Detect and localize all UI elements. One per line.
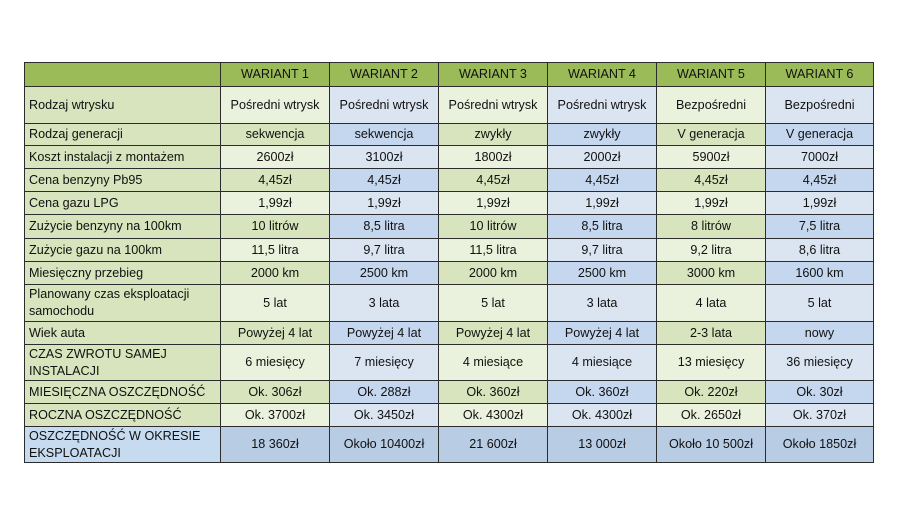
table-cell-wariant-1: Ok. 3700zł	[221, 404, 330, 427]
table-cell-wariant-6: 7,5 litra	[766, 215, 874, 239]
table-cell-wariant-6: Około 1850zł	[766, 427, 874, 463]
table-cell-wariant-1: Powyżej 4 lat	[221, 322, 330, 345]
table-cell-wariant-3: 4 miesiące	[439, 345, 548, 381]
table-cell-wariant-6: Bezpośredni	[766, 87, 874, 124]
table-cell-wariant-2: 2500 km	[330, 262, 439, 285]
header-wariant-1: WARIANT 1	[221, 63, 330, 87]
table-cell-wariant-6: 1600 km	[766, 262, 874, 285]
row-label: Rodzaj generacji	[25, 124, 221, 146]
table-cell-wariant-6: 7000zł	[766, 146, 874, 169]
row-label: ROCZNA OSZCZĘDNOŚĆ	[25, 404, 221, 427]
table-row	[25, 381, 874, 404]
table-cell-wariant-5: 2-3 lata	[657, 322, 766, 345]
table-cell-wariant-2: 8,5 litra	[330, 215, 439, 239]
row-label: Miesięczny przebieg	[25, 262, 221, 285]
table-cell-wariant-5: 5900zł	[657, 146, 766, 169]
row-label: Cena gazu LPG	[25, 192, 221, 215]
table-cell-wariant-5: V generacja	[657, 124, 766, 146]
row-label: Koszt instalacji z montażem	[25, 146, 221, 169]
table-cell-wariant-6: 1,99zł	[766, 192, 874, 215]
header-wariant-6: WARIANT 6	[766, 63, 874, 87]
row-label: OSZCZĘDNOŚĆ W OKRESIE EKSPLOATACJI	[25, 427, 221, 463]
table-cell-wariant-1: 2600zł	[221, 146, 330, 169]
table-row	[25, 87, 874, 124]
table-row	[25, 262, 874, 285]
table-row	[25, 215, 874, 239]
table-row	[25, 345, 874, 381]
table-cell-wariant-2: Ok. 3450zł	[330, 404, 439, 427]
table-cell-wariant-4: 13 000zł	[548, 427, 657, 463]
header-row	[25, 63, 874, 87]
table-cell-wariant-6: nowy	[766, 322, 874, 345]
table-cell-wariant-1: 18 360zł	[221, 427, 330, 463]
table-cell-wariant-4: Ok. 4300zł	[548, 404, 657, 427]
table-cell-wariant-3: 10 litrów	[439, 215, 548, 239]
table-cell-wariant-1: Pośredni wtrysk	[221, 87, 330, 124]
row-label: Zużycie gazu na 100km	[25, 239, 221, 262]
table-cell-wariant-2: 3100zł	[330, 146, 439, 169]
table-row	[25, 146, 874, 169]
table-cell-wariant-3: zwykły	[439, 124, 548, 146]
table-cell-wariant-2: 4,45zł	[330, 169, 439, 192]
table-cell-wariant-3: 1,99zł	[439, 192, 548, 215]
header-wariant-3: WARIANT 3	[439, 63, 548, 87]
table-cell-wariant-3: Pośredni wtrysk	[439, 87, 548, 124]
table-cell-wariant-4: 4 miesiące	[548, 345, 657, 381]
table-cell-wariant-4: 2000zł	[548, 146, 657, 169]
table-cell-wariant-4: 8,5 litra	[548, 215, 657, 239]
table-cell-wariant-3: Powyżej 4 lat	[439, 322, 548, 345]
table-cell-wariant-6: 5 lat	[766, 285, 874, 322]
row-label: Wiek auta	[25, 322, 221, 345]
table-cell-wariant-6: Ok. 30zł	[766, 381, 874, 404]
table-cell-wariant-4: Ok. 360zł	[548, 381, 657, 404]
table-row	[25, 427, 874, 463]
table-cell-wariant-2: 1,99zł	[330, 192, 439, 215]
table-cell-wariant-3: Ok. 4300zł	[439, 404, 548, 427]
table-cell-wariant-6: 8,6 litra	[766, 239, 874, 262]
table-cell-wariant-1: 11,5 litra	[221, 239, 330, 262]
header-wariant-4: WARIANT 4	[548, 63, 657, 87]
table-cell-wariant-4: 3 lata	[548, 285, 657, 322]
table-row	[25, 239, 874, 262]
table-cell-wariant-3: 5 lat	[439, 285, 548, 322]
header-wariant-5: WARIANT 5	[657, 63, 766, 87]
header-corner-cell	[25, 63, 221, 87]
table-cell-wariant-5: 13 miesięcy	[657, 345, 766, 381]
table-cell-wariant-4: 1,99zł	[548, 192, 657, 215]
table-cell-wariant-5: 4 lata	[657, 285, 766, 322]
table-cell-wariant-3: 4,45zł	[439, 169, 548, 192]
table-cell-wariant-6: V generacja	[766, 124, 874, 146]
table-cell-wariant-2: 7 miesięcy	[330, 345, 439, 381]
table-cell-wariant-1: sekwencja	[221, 124, 330, 146]
row-label: CZAS ZWROTU SAMEJ INSTALACJI	[25, 345, 221, 381]
table-row	[25, 124, 874, 146]
table-cell-wariant-3: 2000 km	[439, 262, 548, 285]
row-label: Cena benzyny Pb95	[25, 169, 221, 192]
table-cell-wariant-5: Około 10 500zł	[657, 427, 766, 463]
table-row	[25, 404, 874, 427]
table-cell-wariant-6: 4,45zł	[766, 169, 874, 192]
table-cell-wariant-2: 9,7 litra	[330, 239, 439, 262]
table-cell-wariant-5: 1,99zł	[657, 192, 766, 215]
table-cell-wariant-6: 36 miesięcy	[766, 345, 874, 381]
table-cell-wariant-3: 1800zł	[439, 146, 548, 169]
table-cell-wariant-1: 6 miesięcy	[221, 345, 330, 381]
table-cell-wariant-4: 9,7 litra	[548, 239, 657, 262]
table-cell-wariant-2: Pośredni wtrysk	[330, 87, 439, 124]
table-row	[25, 169, 874, 192]
table-cell-wariant-2: Powyżej 4 lat	[330, 322, 439, 345]
table-cell-wariant-5: Ok. 220zł	[657, 381, 766, 404]
table-cell-wariant-3: 11,5 litra	[439, 239, 548, 262]
row-label: Rodzaj wtrysku	[25, 87, 221, 124]
table-cell-wariant-5: 9,2 litra	[657, 239, 766, 262]
table-cell-wariant-4: 2500 km	[548, 262, 657, 285]
row-label: MIESIĘCZNA OSZCZĘDNOŚĆ	[25, 381, 221, 404]
table-cell-wariant-4: Pośredni wtrysk	[548, 87, 657, 124]
row-label: Zużycie benzyny na 100km	[25, 215, 221, 239]
table-cell-wariant-5: Bezpośredni	[657, 87, 766, 124]
table-cell-wariant-4: 4,45zł	[548, 169, 657, 192]
table-cell-wariant-2: Ok. 288zł	[330, 381, 439, 404]
table-cell-wariant-6: Ok. 370zł	[766, 404, 874, 427]
table-cell-wariant-3: 21 600zł	[439, 427, 548, 463]
table-cell-wariant-5: Ok. 2650zł	[657, 404, 766, 427]
table-cell-wariant-1: 4,45zł	[221, 169, 330, 192]
table-cell-wariant-4: Powyżej 4 lat	[548, 322, 657, 345]
table-cell-wariant-5: 3000 km	[657, 262, 766, 285]
comparison-table	[24, 62, 874, 463]
table-cell-wariant-1: 2000 km	[221, 262, 330, 285]
table-cell-wariant-2: sekwencja	[330, 124, 439, 146]
table-row	[25, 285, 874, 322]
row-label: Planowany czas eksploatacji samochodu	[25, 285, 221, 322]
table-cell-wariant-1: 10 litrów	[221, 215, 330, 239]
table-row	[25, 192, 874, 215]
table-row	[25, 322, 874, 345]
table-cell-wariant-2: 3 lata	[330, 285, 439, 322]
table-cell-wariant-5: 4,45zł	[657, 169, 766, 192]
table-cell-wariant-3: Ok. 360zł	[439, 381, 548, 404]
table-cell-wariant-1: 1,99zł	[221, 192, 330, 215]
table-cell-wariant-1: 5 lat	[221, 285, 330, 322]
table-cell-wariant-5: 8 litrów	[657, 215, 766, 239]
table-cell-wariant-2: Około 10400zł	[330, 427, 439, 463]
table-cell-wariant-4: zwykły	[548, 124, 657, 146]
table-cell-wariant-1: Ok. 306zł	[221, 381, 330, 404]
header-wariant-2: WARIANT 2	[330, 63, 439, 87]
